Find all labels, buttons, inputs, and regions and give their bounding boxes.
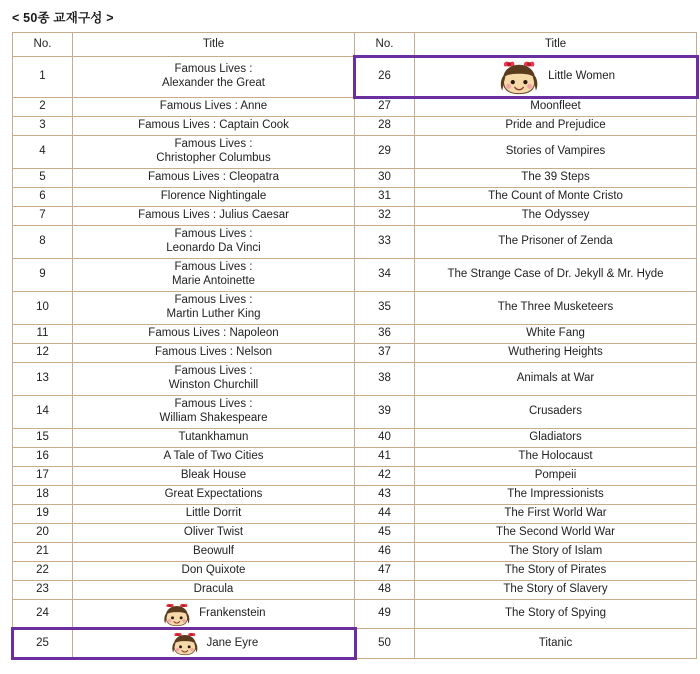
book-title-left	[73, 599, 355, 628]
book-title-cell-inner	[76, 261, 351, 288]
book-title-line: Leonardo Da Vinci	[166, 241, 261, 254]
book-title-left	[73, 629, 355, 658]
book-title-cell-inner	[76, 100, 351, 114]
book-title-cell-inner	[76, 346, 351, 360]
table-header	[13, 33, 697, 57]
page-title: < 50종 교재구성 >	[12, 11, 114, 25]
book-title-cell-inner	[76, 564, 351, 578]
book-title-line: Alexander the Great	[162, 76, 265, 89]
book-title-left	[73, 57, 355, 98]
book-title-line: The Prisoner of Zenda	[498, 234, 613, 247]
book-title-cell-inner	[418, 171, 693, 185]
girl-doodle-icon	[161, 602, 193, 626]
book-number-right: 26	[355, 57, 415, 98]
book-title-text	[508, 346, 602, 360]
book-title-text	[148, 327, 278, 341]
book-title-right	[415, 97, 697, 116]
book-title-right	[415, 485, 697, 504]
book-title-cell-inner	[76, 583, 351, 597]
book-title-cell-inner	[418, 469, 693, 483]
book-title-line: The Strange Case of Dr. Jekyll & Mr. Hyde	[447, 267, 664, 280]
book-title-left	[73, 343, 355, 362]
book-title-right	[415, 523, 697, 542]
book-title-right	[415, 395, 697, 428]
book-title-text	[156, 138, 270, 165]
book-title-text	[160, 100, 267, 114]
book-title-text	[193, 545, 234, 559]
book-number-right: 43	[355, 485, 415, 504]
book-number-right: 32	[355, 206, 415, 225]
table-row	[13, 504, 697, 523]
book-list-table	[12, 32, 697, 659]
book-number-right: 31	[355, 187, 415, 206]
book-title-line: The Three Musketeers	[497, 300, 614, 313]
book-title-right	[415, 225, 697, 258]
book-title-right	[415, 504, 697, 523]
book-title-line: Oliver Twist	[183, 525, 244, 538]
book-title-text	[447, 268, 663, 282]
book-title-cell-inner	[76, 138, 351, 165]
book-title-text	[182, 564, 246, 578]
table-row	[13, 362, 697, 395]
book-title-left	[73, 225, 355, 258]
book-title-line: Christopher Columbus	[156, 151, 271, 164]
book-title-right	[415, 561, 697, 580]
book-number-right: 38	[355, 362, 415, 395]
book-number-right: 49	[355, 599, 415, 628]
book-title-line: Marie Antoinette	[171, 274, 256, 287]
book-title-text	[529, 431, 581, 445]
book-title-text	[504, 507, 606, 521]
book-number-right: 48	[355, 580, 415, 599]
book-title-line: Wuthering Heights	[508, 345, 603, 358]
column-header-title-left: Title	[73, 33, 355, 57]
book-number-left: 14	[13, 395, 73, 428]
book-title-right	[415, 187, 697, 206]
book-title-right	[415, 428, 697, 447]
book-number-left: 24	[13, 599, 73, 628]
book-title-line: Florence Nightingale	[160, 189, 267, 202]
table-row	[13, 395, 697, 428]
book-title-right	[415, 629, 697, 658]
book-title-line: Famous Lives :	[174, 228, 253, 241]
book-number-left: 18	[13, 485, 73, 504]
book-title-cell-inner	[418, 507, 693, 521]
book-number-left: 3	[13, 116, 73, 135]
book-title-cell-inner	[418, 346, 693, 360]
book-number-left: 2	[13, 97, 73, 116]
book-number-right: 29	[355, 135, 415, 168]
table-row	[13, 324, 697, 343]
book-number-right: 41	[355, 447, 415, 466]
book-title-text	[206, 637, 258, 651]
book-title-text	[161, 190, 266, 204]
book-title-cell-inner	[418, 209, 693, 223]
book-number-left: 12	[13, 343, 73, 362]
book-title-line: Famous Lives : Napoleon	[148, 326, 279, 339]
book-title-cell-inner	[76, 365, 351, 392]
book-title-cell-inner	[418, 431, 693, 445]
book-title-cell-inner	[418, 637, 693, 651]
book-title-text	[521, 171, 589, 185]
book-title-line: Famous Lives : Nelson	[155, 345, 272, 358]
book-title-text	[169, 365, 258, 392]
table-row	[13, 629, 697, 658]
book-title-left	[73, 395, 355, 428]
book-title-line: Famous Lives :	[174, 365, 253, 378]
book-title-line: Martin Luther King	[166, 307, 261, 320]
book-number-right: 50	[355, 629, 415, 658]
book-title-text	[509, 545, 602, 559]
book-title-text	[522, 209, 590, 223]
book-title-cell-inner	[76, 450, 351, 464]
book-number-left: 13	[13, 362, 73, 395]
girl-doodle-icon	[496, 59, 542, 95]
book-title-text	[179, 431, 249, 445]
book-number-right: 46	[355, 542, 415, 561]
book-title-line: Beowulf	[193, 544, 234, 557]
book-title-cell-inner	[418, 100, 693, 114]
table-row	[13, 187, 697, 206]
book-number-left: 19	[13, 504, 73, 523]
book-title-line: Titanic	[538, 636, 573, 649]
book-title-cell-inner	[418, 526, 693, 540]
book-title-line: The Story of Pirates	[504, 563, 607, 576]
book-title-text	[159, 398, 267, 425]
girl-doodle-icon	[169, 631, 201, 655]
book-number-right: 28	[355, 116, 415, 135]
book-title-cell-inner	[418, 268, 693, 282]
book-title-right	[415, 542, 697, 561]
book-title-cell-inner	[76, 507, 351, 521]
book-title-cell-inner	[76, 119, 351, 133]
book-title-left	[73, 324, 355, 343]
table-row	[13, 343, 697, 362]
book-title-left	[73, 561, 355, 580]
book-title-line: Gladiators	[529, 430, 582, 443]
book-title-line: The Impressionists	[507, 487, 604, 500]
book-title-text	[548, 70, 615, 84]
book-title-text	[148, 171, 279, 185]
book-title-text	[496, 526, 615, 540]
book-title-right	[415, 324, 697, 343]
book-title-text	[507, 488, 604, 502]
book-title-right	[415, 116, 697, 135]
book-title-line: Dracula	[193, 582, 234, 595]
book-title-line: Famous Lives :	[174, 261, 253, 274]
table-row	[13, 225, 697, 258]
book-number-left: 6	[13, 187, 73, 206]
book-title-text	[164, 450, 264, 464]
book-title-text	[506, 145, 606, 159]
book-title-left	[73, 447, 355, 466]
book-number-right: 42	[355, 466, 415, 485]
book-title-cell-inner	[76, 469, 351, 483]
book-title-cell-inner	[418, 545, 693, 559]
book-title-left	[73, 466, 355, 485]
book-number-right: 33	[355, 225, 415, 258]
table-row	[13, 447, 697, 466]
book-title-cell-inner	[76, 209, 351, 223]
book-title-text	[167, 294, 261, 321]
book-title-cell-inner	[76, 171, 351, 185]
book-number-left: 21	[13, 542, 73, 561]
book-title-cell-inner	[418, 145, 693, 159]
book-title-text	[138, 119, 289, 133]
book-title-line: Frankenstein	[199, 607, 266, 620]
book-number-right: 45	[355, 523, 415, 542]
book-number-left: 16	[13, 447, 73, 466]
book-number-left: 7	[13, 206, 73, 225]
book-title-cell-inner	[76, 488, 351, 502]
book-title-left	[73, 485, 355, 504]
book-title-text	[517, 372, 595, 386]
book-title-line: Famous Lives : Captain Cook	[138, 118, 289, 131]
book-title-text	[539, 637, 572, 651]
book-title-left	[73, 258, 355, 291]
book-title-left	[73, 580, 355, 599]
book-title-text	[194, 583, 234, 597]
book-title-cell-inner	[418, 583, 693, 597]
book-number-left: 11	[13, 324, 73, 343]
book-title-text	[162, 63, 265, 90]
book-title-cell-inner	[418, 190, 693, 204]
book-title-right	[415, 466, 697, 485]
book-title-line: Moonfleet	[530, 99, 581, 112]
book-title-line: Famous Lives : Cleopatra	[147, 170, 280, 183]
book-title-text	[518, 450, 592, 464]
book-title-right	[415, 206, 697, 225]
book-title-text	[199, 607, 265, 621]
column-header-no-left: No.	[13, 33, 73, 57]
table-row	[13, 291, 697, 324]
book-number-left: 25	[13, 629, 73, 658]
book-title-cell-inner	[76, 631, 351, 655]
book-title-line: Pride and Prejudice	[505, 118, 606, 131]
book-number-left: 10	[13, 291, 73, 324]
book-title-line: Little Women	[548, 70, 616, 83]
book-title-line: Little Dorrit	[185, 506, 242, 519]
book-title-cell-inner	[76, 190, 351, 204]
book-title-line: The Odyssey	[521, 208, 590, 221]
table-row	[13, 561, 697, 580]
book-title-right	[415, 168, 697, 187]
book-title-cell-inner	[76, 431, 351, 445]
book-title-right	[415, 258, 697, 291]
book-title-line: The Story of Slavery	[503, 582, 608, 595]
table-row	[13, 57, 697, 98]
table-row	[13, 542, 697, 561]
book-number-left: 9	[13, 258, 73, 291]
book-title-left	[73, 116, 355, 135]
book-title-text	[505, 564, 607, 578]
book-title-text	[530, 100, 581, 114]
table-row	[13, 135, 697, 168]
book-number-right: 30	[355, 168, 415, 187]
table-row	[13, 97, 697, 116]
table-row	[13, 523, 697, 542]
book-number-left: 4	[13, 135, 73, 168]
book-title-right	[415, 343, 697, 362]
book-number-right: 36	[355, 324, 415, 343]
book-number-right: 47	[355, 561, 415, 580]
table-row	[13, 428, 697, 447]
book-title-line: Pompeii	[534, 468, 577, 481]
book-title-right	[415, 599, 697, 628]
book-title-line: Great Expectations	[164, 487, 263, 500]
book-title-cell-inner	[418, 327, 693, 341]
book-title-cell-inner	[418, 405, 693, 419]
book-title-line: Don Quixote	[181, 563, 246, 576]
book-title-left	[73, 135, 355, 168]
book-number-left: 17	[13, 466, 73, 485]
book-title-left	[73, 428, 355, 447]
book-title-line: Animals at War	[516, 371, 595, 384]
table-row	[13, 466, 697, 485]
book-title-line: Jane Eyre	[206, 636, 259, 649]
book-title-left	[73, 291, 355, 324]
book-title-cell-inner	[76, 294, 351, 321]
book-number-left: 5	[13, 168, 73, 187]
book-title-cell-inner	[418, 450, 693, 464]
book-title-text	[186, 507, 242, 521]
book-title-text	[529, 405, 582, 419]
book-title-text	[181, 469, 246, 483]
book-number-right: 44	[355, 504, 415, 523]
book-number-left: 15	[13, 428, 73, 447]
book-title-cell-inner	[418, 372, 693, 386]
book-title-right	[415, 580, 697, 599]
book-title-line: The Second World War	[496, 525, 615, 538]
book-title-line: Famous Lives :	[174, 398, 253, 411]
book-title-left	[73, 206, 355, 225]
book-number-left: 22	[13, 561, 73, 580]
book-title-text	[488, 190, 623, 204]
book-title-line: The First World War	[504, 506, 607, 519]
book-title-left	[73, 97, 355, 116]
book-title-line: The Count of Monte Cristo	[488, 189, 623, 202]
table-header-row	[13, 33, 697, 57]
book-title-line: White Fang	[526, 326, 585, 339]
book-title-line: William Shakespeare	[159, 411, 268, 424]
book-title-right	[415, 135, 697, 168]
book-title-text	[172, 261, 255, 288]
book-title-line: Famous Lives : Anne	[159, 99, 268, 112]
column-header-title-right: Title	[415, 33, 697, 57]
book-title-cell-inner	[76, 63, 351, 90]
book-title-text	[498, 235, 612, 249]
book-title-right	[415, 291, 697, 324]
book-number-right: 40	[355, 428, 415, 447]
book-title-line: Stories of Vampires	[505, 144, 606, 157]
book-title-line: Famous Lives :	[174, 138, 253, 151]
book-title-left	[73, 168, 355, 187]
book-title-line: Famous Lives :	[174, 294, 253, 307]
book-title-cell-inner	[418, 488, 693, 502]
book-title-text	[505, 119, 605, 133]
book-title-cell-inner	[418, 59, 693, 95]
book-title-cell-inner	[76, 545, 351, 559]
book-title-text	[166, 228, 260, 255]
book-title-text	[498, 301, 613, 315]
book-title-cell-inner	[76, 228, 351, 255]
book-title-left	[73, 504, 355, 523]
book-title-right	[415, 447, 697, 466]
book-title-line: Famous Lives : Julius Caesar	[138, 208, 289, 221]
book-number-right: 39	[355, 395, 415, 428]
book-number-left: 1	[13, 57, 73, 98]
book-title-cell-inner	[76, 526, 351, 540]
book-title-cell-inner	[418, 301, 693, 315]
table-row	[13, 206, 697, 225]
book-title-text	[526, 327, 585, 341]
book-title-line: Bleak House	[180, 468, 247, 481]
book-number-left: 23	[13, 580, 73, 599]
book-title-cell-inner	[418, 235, 693, 249]
table-row	[13, 168, 697, 187]
book-title-left	[73, 542, 355, 561]
book-title-right	[415, 57, 697, 98]
table-row	[13, 485, 697, 504]
book-title-left	[73, 523, 355, 542]
book-title-text	[155, 346, 272, 360]
book-title-line: The Story of Spying	[505, 607, 606, 620]
book-title-cell-inner	[418, 564, 693, 578]
book-title-text	[165, 488, 263, 502]
column-header-no-right: No.	[355, 33, 415, 57]
table-row	[13, 580, 697, 599]
book-title-line: Winston Churchill	[168, 378, 259, 391]
book-title-cell-inner	[76, 398, 351, 425]
book-title-text	[138, 209, 289, 223]
book-title-text	[184, 526, 243, 540]
book-title-left	[73, 362, 355, 395]
table-row	[13, 599, 697, 628]
book-number-left: 8	[13, 225, 73, 258]
book-title-text	[535, 469, 577, 483]
book-number-left: 20	[13, 523, 73, 542]
table-body	[13, 57, 697, 659]
book-title-cell-inner	[418, 119, 693, 133]
book-number-right: 35	[355, 291, 415, 324]
table-row	[13, 258, 697, 291]
book-title-cell-inner	[418, 607, 693, 621]
book-title-text	[505, 607, 606, 621]
book-title-line: The 39 Steps	[521, 170, 590, 183]
book-number-right: 37	[355, 343, 415, 362]
book-title-line: A Tale of Two Cities	[163, 449, 264, 462]
book-title-line: The Story of Islam	[508, 544, 603, 557]
book-number-right: 27	[355, 97, 415, 116]
book-title-line: Famous Lives :	[174, 63, 253, 76]
book-title-left	[73, 187, 355, 206]
table-row	[13, 116, 697, 135]
book-title-line: Tutankhamun	[178, 430, 249, 443]
book-title-text	[503, 583, 607, 597]
book-number-right: 34	[355, 258, 415, 291]
book-title-line: The Holocaust	[518, 449, 593, 462]
book-title-right	[415, 362, 697, 395]
book-title-cell-inner	[76, 327, 351, 341]
book-title-cell-inner	[76, 602, 351, 626]
book-title-line: Crusaders	[528, 404, 583, 417]
